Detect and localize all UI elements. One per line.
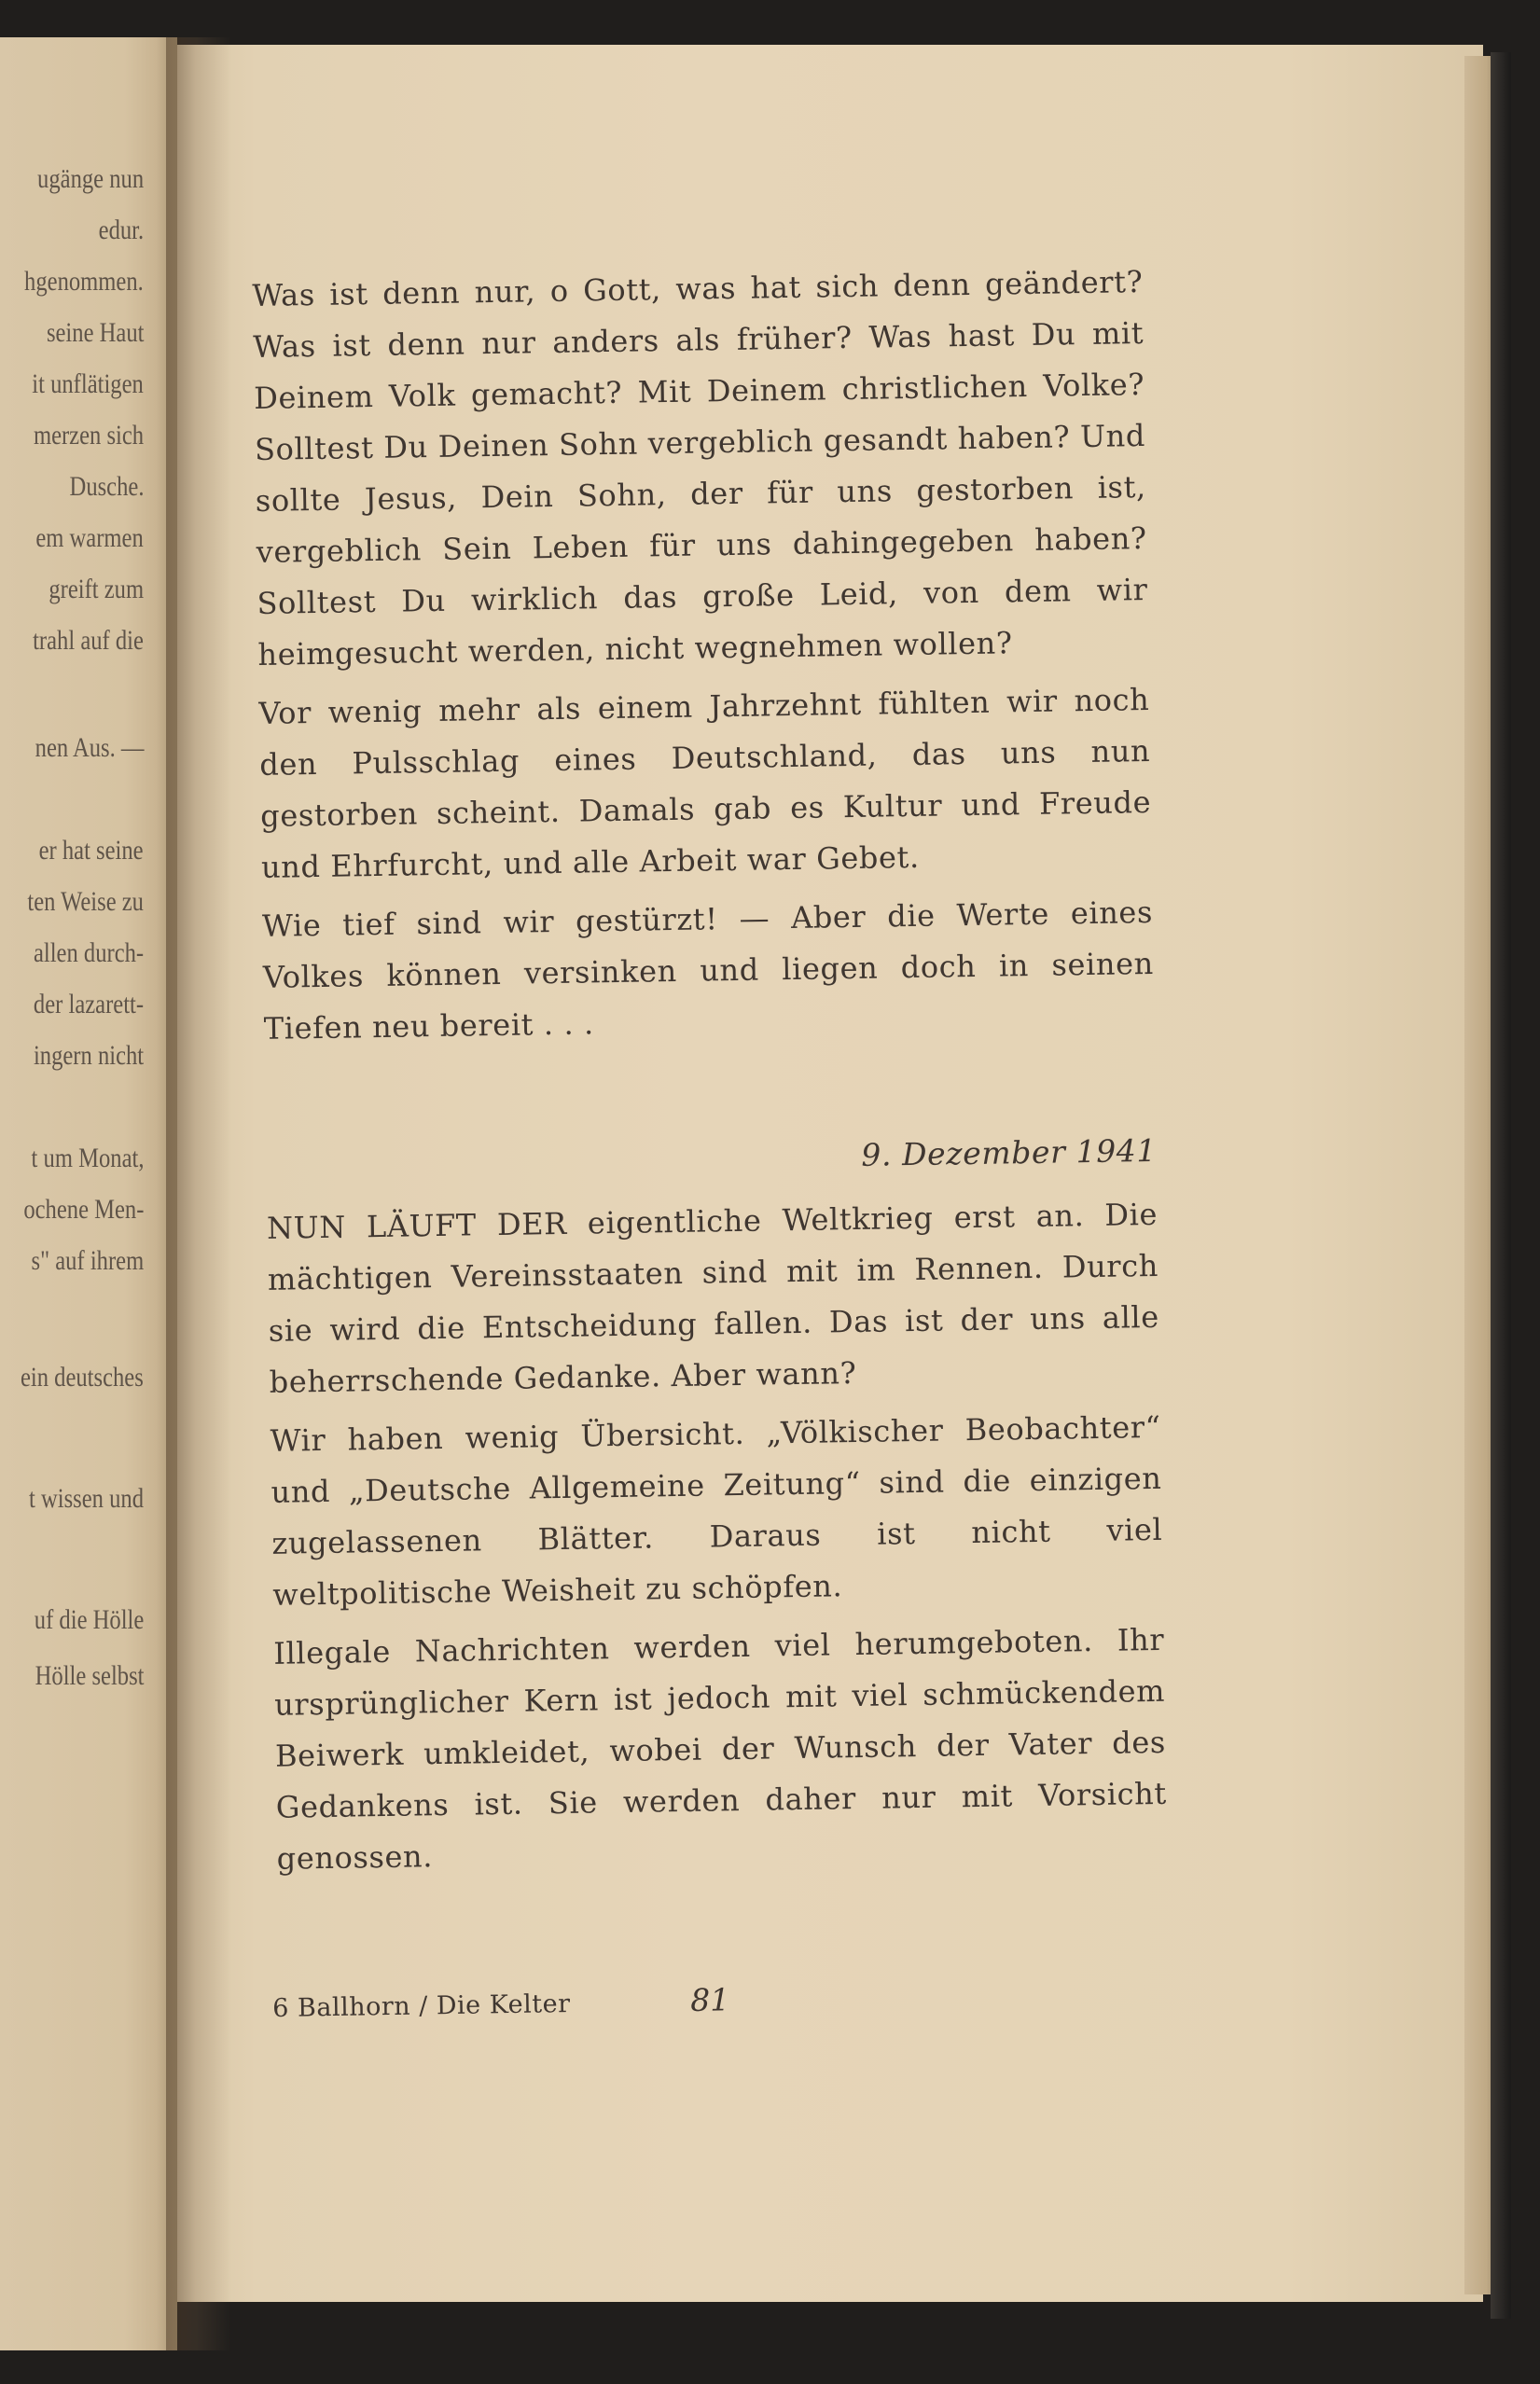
page-number: 81: [689, 1981, 730, 2018]
left-page-fragment: trahl auf die: [33, 625, 144, 656]
left-page-fragment: t wissen und: [29, 1483, 144, 1514]
page-body-text: [252, 256, 1168, 1892]
left-page-fragment: hgenommen.: [24, 266, 144, 297]
left-page-fragment: greift zum: [49, 574, 144, 604]
left-page-fragment: allen durch-: [33, 937, 144, 968]
left-page-fragment: der lazarett-: [33, 989, 144, 1019]
left-page-fragment: ein deutsches: [21, 1362, 144, 1393]
left-page-fragment: t um Monat,: [31, 1143, 144, 1173]
left-page-fragment: merzen sich: [33, 420, 144, 450]
left-page-fragment: ochene Men-: [22, 1194, 144, 1225]
left-page-fragment: Hölle selbst: [35, 1660, 144, 1691]
diary-date-heading: 9. Dezember 1941: [860, 1131, 1158, 1173]
left-page-fragment: edur.: [98, 215, 144, 245]
left-facing-page: [0, 37, 177, 2350]
left-page-fragment: ugänge nun: [36, 163, 144, 194]
left-page-fragment: s" auf ihrem: [31, 1245, 144, 1276]
left-page-fragment: ingern nicht: [33, 1040, 144, 1071]
paragraph: Was ist denn nur, o Gott, was hat sich denn geändert? Was ist denn nur anders als früher? Was hast Du mit Deinem Volk gemacht? Mit Deinem christlichen Volke? Solltest Du Deinen Sohn vergeblich gesandt haben? Und sollte Jesus, Dein Sohn, der für uns gestorben ist, vergeblich Sein Leben für uns dahingegeben haben? Solltest Du wirklich das große Leid, von dem wir heimgesucht werden, nicht wegnehmen wollen?: [252, 263, 1148, 672]
book-cover-edge: [1491, 52, 1511, 2319]
paragraph: Wie tief sind wir gestürzt! — Aber die Werte eines Volkes können versinken und liegen doch in seinen Tiefen neu bereit . . .: [261, 894, 1155, 1046]
paragraph: Vor wenig mehr als einem Jahrzehnt fühlten wir noch den Pulsschlag eines Deutschland, das uns nun gestorben scheint. Damals gab es Kultur und Freude und Ehrfurcht, und alle Arbeit war Gebet.: [258, 681, 1152, 885]
left-page-fragment: er hat seine: [38, 835, 144, 866]
left-page-fragment: Dusche.: [69, 471, 144, 502]
paragraph: Wir haben wenig Übersicht. „Völkischer Beobachter“ und „Deutsche Allgemeine Zeitung“ sind die einzigen zugelassenen Blätter. Daraus ist nicht viel weltpolitische Weisheit zu schöpfen.: [270, 1408, 1163, 1613]
paragraph: NUN LÄUFT DER eigentliche Weltkrieg erst an. Die mächtigen Vereinsstaaten sind mit im Rennen. Durch sie wird die Entscheidung fallen. Das ist der uns alle beherrschende Gedanke. Aber wann?: [266, 1196, 1160, 1400]
left-page-fragment: uf die Hölle: [34, 1604, 144, 1635]
signature-mark: 6 Ballhorn / Die Kelter: [272, 1989, 571, 2023]
left-page-fragment: it unflätigen: [32, 368, 144, 399]
left-page-fragment: em warmen: [35, 522, 144, 553]
paragraph: Illegale Nachrichten werden viel herumgeboten. Ihr ursprünglicher Kern ist jedoch mit viel schmückendem Beiwerk umkleidet, wobei der Wunsch der Vater des Gedankens ist. Sie werden daher nur mit Vorsicht genossen.: [272, 1621, 1168, 1877]
left-page-fragment: nen Aus. —: [35, 732, 144, 763]
left-page-fragment: seine Haut: [46, 317, 144, 348]
left-page-fragment: ten Weise zu: [27, 886, 144, 917]
